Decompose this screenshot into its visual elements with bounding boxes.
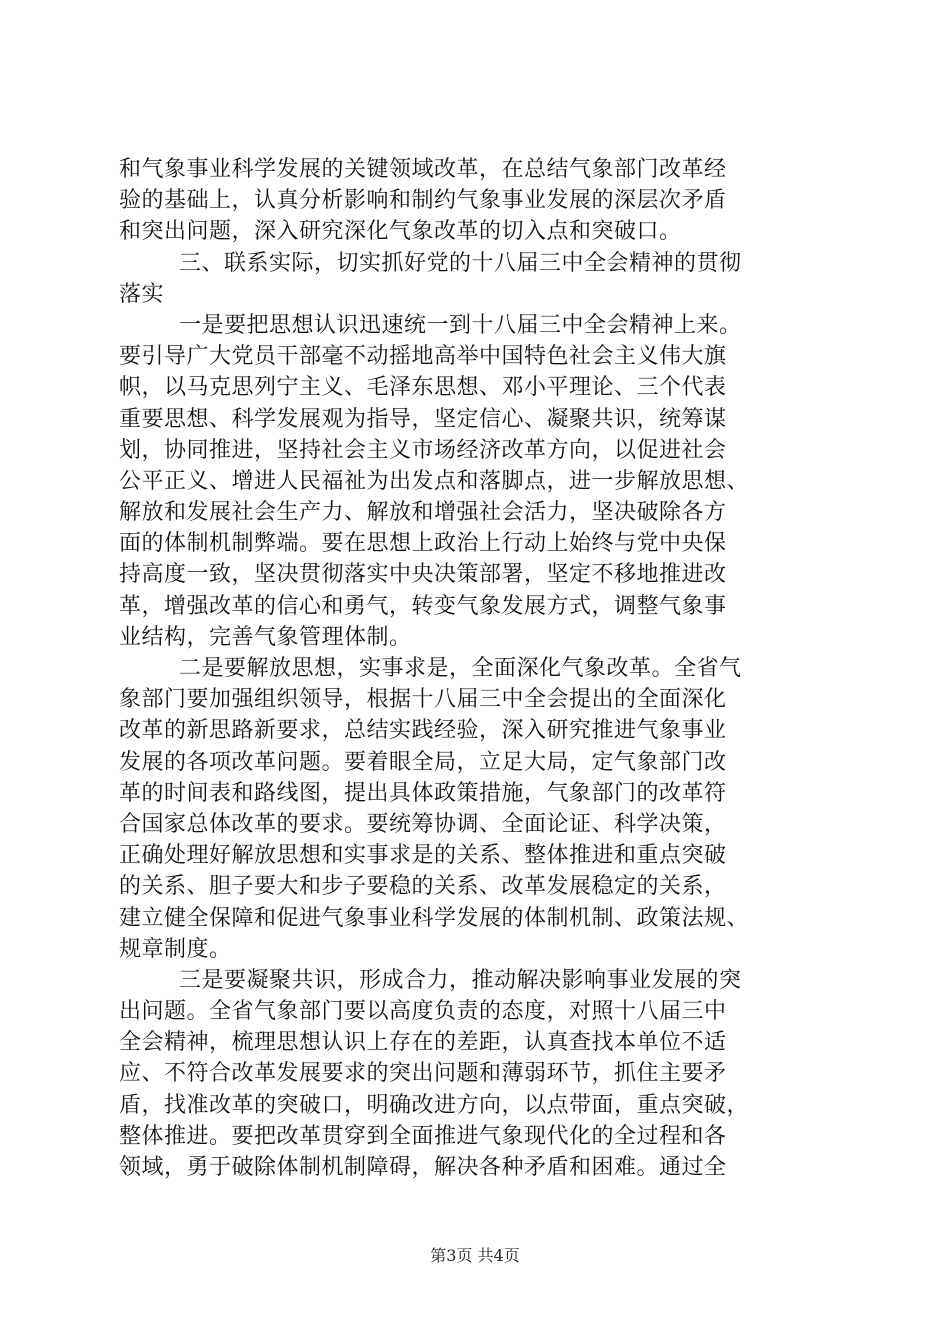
text-line: 业结构，完善气象管理体制。 <box>119 624 412 650</box>
text-line: 建立健全保障和促进气象事业科学发展的体制机制、政策法规、 <box>119 905 750 931</box>
text-line: 二是要解放思想，实事求是，全面深化气象改革。全省气 <box>179 656 742 681</box>
text-line: 落实 <box>119 281 165 307</box>
text-line: 和气象事业科学发展的关键领域改革，在总结气象部门改革经 <box>119 157 727 182</box>
text-line: 面的体制机制弊端。要在思想上政治上行动上始终与党中央保 <box>119 531 727 557</box>
text-line: 规章制度。 <box>119 936 232 962</box>
text-line: 帜，以马克思列宁主义、毛泽东思想、邓小平理论、三个代表 <box>119 375 727 401</box>
text-line: 验的基础上，认真分析影响和制约气象事业发展的深层次矛盾 <box>119 188 727 214</box>
text-line: 全会精神，梳理思想认识上存在的差距，认真查找本单位不适 <box>119 1030 727 1056</box>
text-line: 整体推进。要把改革贯穿到全面推进气象现代化的全过程和各 <box>119 1123 727 1149</box>
text-line: 三、联系实际，切实抓好党的十八届三中全会精神的贯彻 <box>179 250 742 276</box>
text-line: 和突出问题，深入研究深化气象改革的切入点和突破口。 <box>119 219 682 245</box>
text-line: 革，增强改革的信心和勇气，转变气象发展方式，调整气象事 <box>119 593 727 619</box>
text-line: 公平正义、增进人民福祉为出发点和落脚点，进一步解放思想、 <box>119 468 750 494</box>
text-line: 的关系、胆子要大和步子要稳的关系、改革发展稳定的关系， <box>119 874 727 900</box>
text-line: 重要思想、科学发展观为指导，坚定信心、凝聚共识，统筹谋 <box>119 406 727 432</box>
text-line: 三是要凝聚共识，形成合力，推动解决影响事业发展的突 <box>179 967 742 993</box>
text-line: 合国家总体改革的要求。要统筹协调、全面论证、科学决策， <box>119 811 727 837</box>
text-line: 要引导广大党员干部毫不动摇地高举中国特色社会主义伟大旗 <box>119 344 727 370</box>
page-footer: 第3页 共4页 <box>430 1246 520 1265</box>
text-line: 划，协同推进，坚持社会主义市场经济改革方向，以促进社会 <box>119 437 727 463</box>
text-line: 正确处理好解放思想和实事求是的关系、整体推进和重点突破 <box>119 843 727 869</box>
text-line: 一是要把思想认识迅速统一到十八届三中全会精神上来。 <box>179 312 742 338</box>
text-line: 出问题。全省气象部门要以高度负责的态度，对照十八届三中 <box>119 999 727 1025</box>
text-line: 象部门要加强组织领导，根据十八届三中全会提出的全面深化 <box>119 687 727 713</box>
text-line: 改革的新思路新要求，总结实践经验，深入研究推进气象事业 <box>119 718 727 744</box>
text-line: 解放和发展社会生产力、解放和增强社会活力，坚决破除各方 <box>119 500 727 526</box>
text-line: 应、不符合改革发展要求的突出问题和薄弱环节，抓住主要矛 <box>119 1061 727 1087</box>
text-line: 革的时间表和路线图，提出具体政策措施，气象部门的改革符 <box>119 780 727 806</box>
text-line: 盾，找准改革的突破口，明确改进方向，以点带面，重点突破， <box>119 1092 750 1118</box>
text-line: 持高度一致，坚决贯彻落实中央决策部署，坚定不移地推进改 <box>119 562 727 588</box>
text-line: 领域，勇于破除体制机制障碍，解决各种矛盾和困难。通过全 <box>119 1155 727 1180</box>
document-body <box>119 154 839 1183</box>
text-line: 发展的各项改革问题。要着眼全局，立足大局，定气象部门改 <box>119 749 727 775</box>
